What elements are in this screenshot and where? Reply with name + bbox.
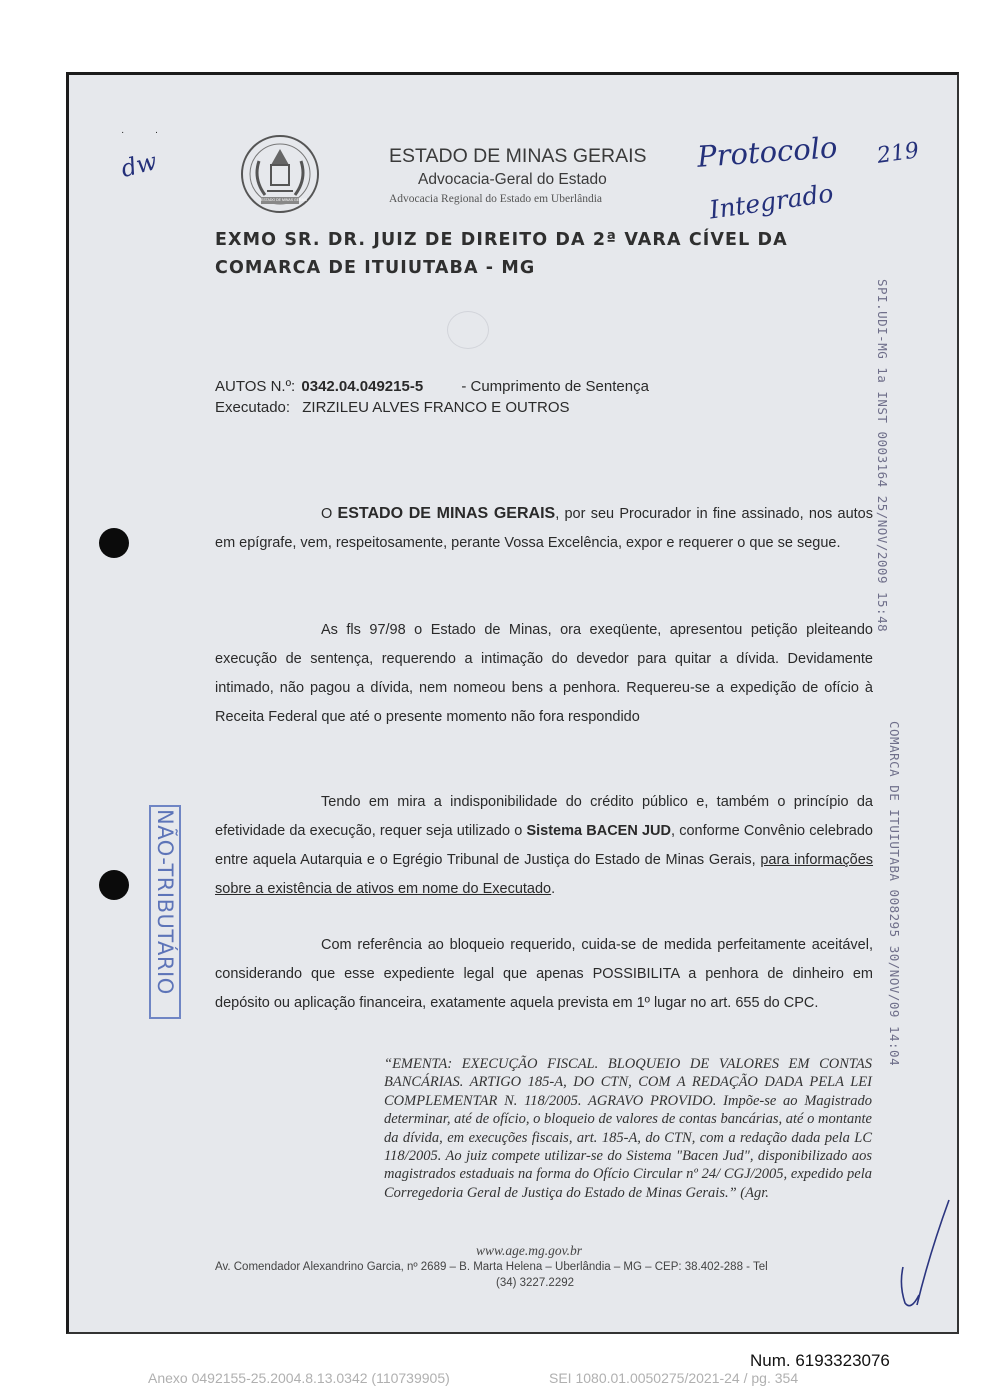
paragraph-1-bold: ESTADO DE MINAS GERAIS bbox=[337, 505, 556, 522]
punch-hole-top bbox=[99, 528, 129, 558]
footer-website: www.age.mg.gov.br bbox=[476, 1243, 582, 1258]
page-num: Num. 6193323076 bbox=[750, 1351, 890, 1370]
case-executado-row bbox=[215, 399, 570, 416]
letterhead-state: ESTADO DE MINAS GERAIS bbox=[389, 145, 647, 167]
coat-of-arms-seal bbox=[237, 131, 323, 217]
page-sei: SEI 1080.01.0050275/2021-24 / pg. 354 bbox=[549, 1370, 799, 1386]
protocol-stamp-vertical: SPI.UDI-MG 1a INST 0003164 25/NOV/2009 15:48 bbox=[875, 279, 890, 633]
addressee-line-2: COMARCA DE ITUIUTABA - MG bbox=[215, 258, 536, 278]
footer-address: Av. Comendador Alexandrino Garcia, nº 2689 – B. Marta Helena – Uberlândia – MG – CEP: 38.402-288 - Tel bbox=[215, 1261, 768, 1273]
handwritten-integrado: Integrado bbox=[707, 178, 836, 225]
autos-label: AUTOS N.º: bbox=[215, 378, 296, 395]
page-anexo: Anexo 0492155-25.2004.8.13.0342 (110739905) bbox=[148, 1370, 450, 1386]
punch-hole-bottom bbox=[99, 870, 129, 900]
paragraph-3-bold: Sistema BACEN JUD bbox=[526, 823, 672, 839]
nao-tributario-text: NÃO-TRIBUTÁRIO bbox=[153, 809, 177, 995]
autos-number: 0342.04.049215-5 bbox=[301, 378, 424, 395]
scanned-page bbox=[66, 72, 959, 1334]
letterhead-agency: Advocacia-Geral do Estado bbox=[418, 171, 607, 188]
mark-dots: · · bbox=[121, 127, 159, 138]
ementa-quote: “EMENTA: EXECUÇÃO FISCAL. BLOQUEIO DE VALORES EM CONTAS BANCÁRIAS. ARTIGO 185-A, DO CTN, COM A REDAÇÃO DADA PELA LEI COMPLEMENTAR N. 118/2005. AGRAVO PROVIDO. Impõe-se ao Magistrado determinar, até de ofício, o bloqueio de valores de contas bancárias, até o montante da dívida, em execuções fiscais, art. 185-A, do CTN, com a redação dada pela LC 118/2005. Ao juiz compete utilizar-se do Sistema "Bacen Jud", disponibilizado aos magistrados estaduais na forma do Ofício Circular nº 24/ CGJ/2005, expedido pela Corregedoria Geral de Justiça do Estado de Minas Gerais.” (Agr. bbox=[384, 1056, 872, 1201]
case-autos-row bbox=[215, 378, 649, 395]
signature-scribble bbox=[889, 1195, 959, 1315]
faint-stamp-mark bbox=[447, 311, 489, 349]
handwritten-page-number: 219 bbox=[875, 138, 921, 169]
addressee-line-1: EXMO SR. DR. JUIZ DE DIREITO DA 2ª VARA CÍVEL DA bbox=[215, 230, 788, 250]
comarca-stamp-vertical: COMARCA DE ITUIUTABA 008295 30/NOV/09 14:04 bbox=[887, 721, 902, 1067]
paragraph-2: As fls 97/98 o Estado de Minas, ora exeqüente, apresentou petição pleiteando execução de sentença, requerendo a intimação do devedor para quitar a dívida. Devidamente intimado, não pagou a dívida, nem nomeou bens a penhora. Requereu-se a expedição de ofício à Receita Federal que até o presente momento não fora respondido bbox=[215, 622, 873, 725]
seal-label: ESTADO DE MINAS GERAIS bbox=[261, 198, 308, 202]
letterhead-regional: Advocacia Regional do Estado em Uberlândia bbox=[389, 193, 602, 205]
footer-phone: (34) 3227.2292 bbox=[496, 1277, 575, 1289]
paragraph-3: Tendo em mira a indisponibilidade do crédito público e, também o princípio da efetividade da execução, requer seja utilizado o Sistema BACEN JUD, conforme Convênio celebrado entre aquela Autarquia e o Egrégio Tribunal de Justiça do Estado de Minas Gerais, para informações sobre a existência de ativos em nome do Executado. bbox=[215, 794, 874, 897]
handwritten-protocolo: Protocolo bbox=[695, 130, 839, 174]
executado-name: ZIRZILEU ALVES FRANCO E OUTROS bbox=[302, 399, 570, 416]
executado-label: Executado: bbox=[215, 399, 291, 416]
paragraph-4: Com referência ao bloqueio requerido, cuida-se de medida perfeitamente aceitável, considerando que esse expediente legal que apenas POSSIBILITA a penhora de dinheiro em depósito ou aplicação financeira, exatamente aquela prevista em 1º lugar no art. 655 do CPC. bbox=[215, 937, 873, 1011]
paragraph-1: O ESTADO DE MINAS GERAIS, por seu Procurador in fine assinado, nos autos em epígrafe, vem, respeitosamente, perante Vossa Excelência, expor e requerer o que se segue. bbox=[215, 505, 873, 551]
nao-tributario-stamp bbox=[149, 805, 181, 1019]
paragraph-3-underline: para informações sobre a existência de ativos em nome do Executado bbox=[215, 852, 874, 897]
handwritten-initials: dw bbox=[118, 147, 160, 183]
autos-type: - Cumprimento de Sentença bbox=[461, 378, 649, 395]
